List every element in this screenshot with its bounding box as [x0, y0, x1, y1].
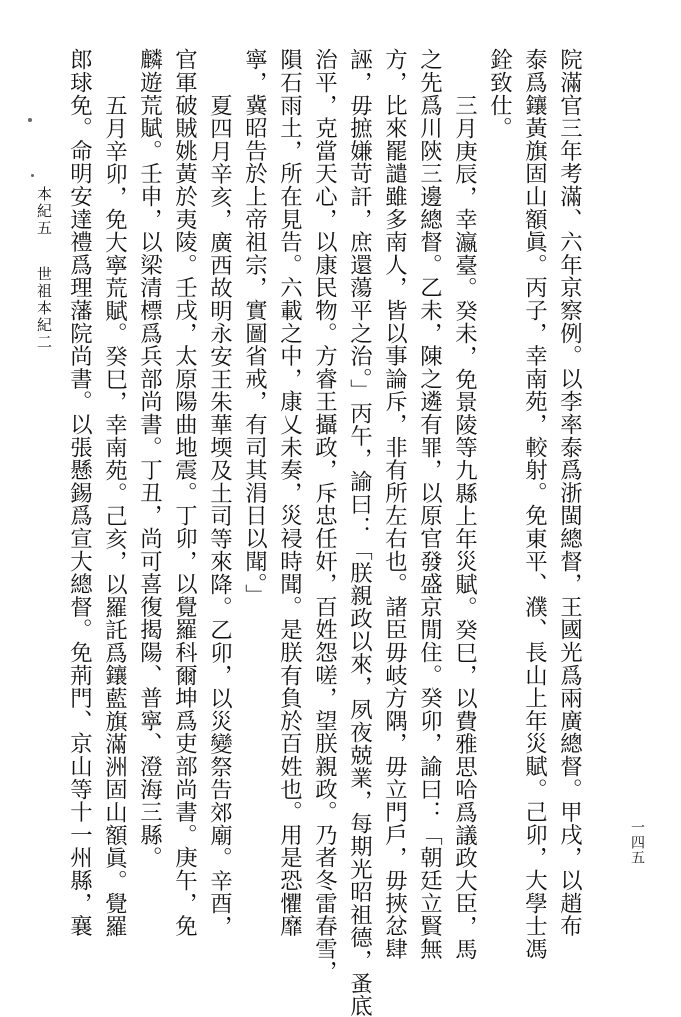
text-column: 院滿官三年考滿、六年京察例。以李率泰爲浙閩總督，王國光爲兩廣總督。甲戌，以趙布 [556, 48, 583, 938]
text-column: 銓致仕。 [486, 48, 513, 140]
text-column: 五月辛卯，免大寧荒賦。癸巳，幸南苑。己亥，以羅託爲鑲藍旗滿洲固山額眞。覺羅 [101, 94, 128, 938]
text-column: 夏四月辛亥，廣西故明永安王朱華堧及土司等來降。乙卯，以災變祭告郊廟。辛酉， [206, 94, 233, 938]
text-column: 麟遊荒賦。壬申，以梁清標爲兵部尚書。丁丑，尚可喜復揭陽、普寧、澄海三縣。 [136, 48, 163, 869]
chapter-title: 世祖本紀二 [35, 266, 53, 351]
text-column: 三月庚辰，幸瀛臺。癸未，免景陵等九縣上年災賦。癸巳，以費雅思哈爲議政大臣，馬 [451, 94, 478, 961]
text-column: 誣，毋摭嫌苛訐，庶還蕩平之治。」丙午，諭曰：「朕親政以來，夙夜兢業，每期光昭祖德，蚤底 [346, 48, 373, 1017]
text-column: 之先爲川陝三邊總督。乙未，陳之遴有罪，以原官發盛京閒住。癸卯，諭曰：「朝廷立賢無 [416, 48, 443, 960]
text-column: 泰爲鑲黃旗固山額眞。丙子，幸南苑，較射。免東平、濮、長山上年災賦。己卯，大學士馮 [521, 48, 548, 960]
text-column: 隕石雨土，所在見告。六載之中，康乂未奏，災祲時聞。是朕有負於百姓也。用是恐懼靡 [276, 48, 303, 938]
text-column: 方，比來罷譴雖多南人，皆以事論斥，非有所左右也。諸臣毋岐方隅，毋立門戶，毋挾忿肆 [381, 48, 408, 960]
scan-mark [31, 174, 34, 177]
scan-mark [28, 118, 32, 122]
text-column: 治平，克當天心，以康民物。方睿王攝政，斥忠任奸，百姓怨嗟，望朕親政。乃者冬雷春雪， [311, 48, 338, 983]
page-number: 一四五 [629, 820, 645, 865]
text-column: 寧，冀昭告於上帝祖宗，實圖省戒，有司其涓日以聞。」 [241, 48, 268, 607]
section-header: 本紀五 [35, 186, 53, 237]
text-column: 郎球免。命明安達禮爲理藩院尚書。以張懸錫爲宣大總督。免荊門、京山等十一州縣，襄 [66, 48, 93, 938]
text-column: 官軍破賊姚黃於夷陵。壬戌，太原陽曲地震。丁卯，以覺羅科爾坤爲吏部尚書。庚午，免 [171, 48, 198, 938]
